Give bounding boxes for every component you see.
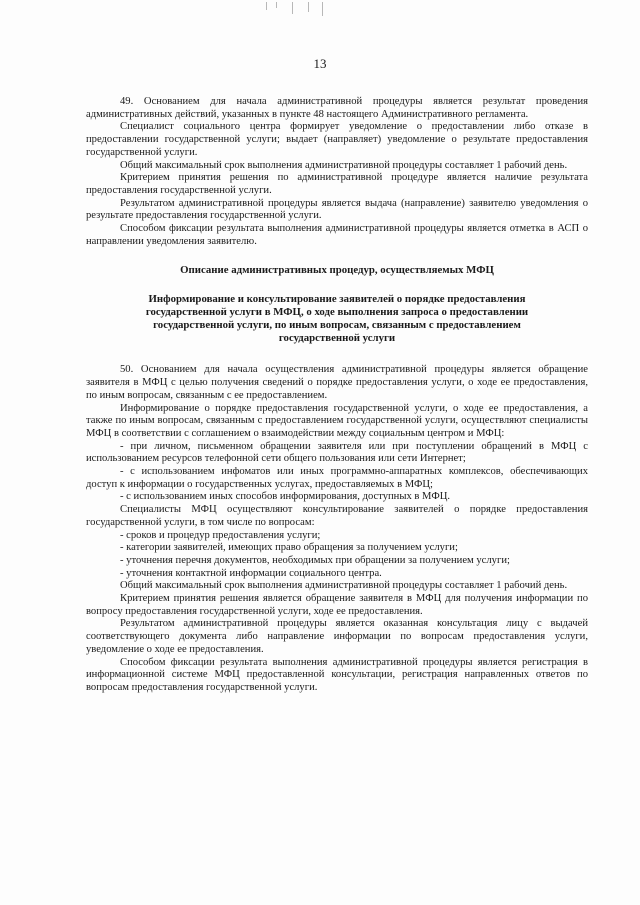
paragraph: Результатом административной процедуры является выдача (направление) заявителю уведомления о результате предоставления государственной услуги. (86, 197, 588, 222)
paragraph: Способом фиксации результата выполнения административной процедуры является отметка в АСП о направлении уведомления заявителю. (86, 223, 588, 247)
section-heading-mfc: Описание административных процедур, осуществляемых МФЦ (180, 264, 494, 277)
list-item: - категории заявителей, имеющих право обращения за получением услуги; (120, 542, 458, 554)
paragraph: Результатом административной процедуры является оказанная консультация лицу с выдачей соответствующего документа либо направление информации по вопросам предоставления услуги, уведомление о ходе ее предоставления. (86, 618, 588, 655)
list-item: - уточнения перечня документов, необходимых при обращении за получением услуги; (120, 554, 510, 566)
list-item: - с использованием инфоматов или иных программно-аппаратных комплексов, обеспечивающих доступ к информации о государственных услугах, предоставляемых в МФЦ; (86, 466, 588, 490)
scan-artifacts (262, 0, 332, 18)
paragraph: Специалист социального центра формирует уведомление о предоставлении либо отказе в предоставлении государственной услуги; выдает (направляет) уведомление о результате предоставления государственной услуги. (86, 121, 588, 158)
document-body (86, 96, 588, 695)
list-item: - при личном, письменном обращении заявителя или при поступлении обращений в МФЦ с использованием ресурсов телефонной сети общего пользования или сети Интернет; (86, 440, 588, 465)
list-item: - с использованием иных способов информирования, доступных в МФЦ. (120, 491, 451, 503)
paragraph-49: 49. Основанием для начала административной процедуры является результат проведения административных действий, указанных в пункте 48 настоящего Административного регламента. (86, 96, 588, 120)
paragraph: Общий максимальный срок выполнения административной процедуры составляет 1 рабочий день. (120, 159, 568, 171)
page-number: 13 (313, 56, 327, 71)
paragraph: Общий максимальный срок выполнения административной процедуры составляет 1 рабочий день. (120, 580, 568, 592)
paragraph: Способом фиксации результата выполнения административной процедуры является регистрация в информационной системе МФЦ предоставленной консультации, регистрация направленных ответов по вопросам предоставления государственной услуги. (86, 656, 588, 693)
paragraph-50: 50. Основанием для начала осуществления административной процедуры является обращение заявителя в МФЦ с целью получения сведений о порядке предоставления услуги, о ходе ее предоставления, по иным вопросам, связанным с ее предоставлением. (86, 364, 588, 401)
paragraph: Информирование о порядке предоставления государственной услуги, о ходе ее предоставления, а также по иным вопросам, связанным с предоставлением государственной услуги, осуществляют специалисты МФЦ в соответствии с соглашением о взаимодействии между социальным центром и МФЦ: (86, 402, 588, 439)
subsection-heading: Информирование и консультирование заявителей о порядке предоставления государственной услуги в МФЦ, о ходе выполнения запроса о предоставлении государственной услуги, по иным вопросам, связанным с предоставлением государственной услуги (145, 293, 529, 344)
paragraph: Критерием принятия решения по административной процедуре является наличие результата предоставления государственной услуги. (86, 172, 588, 196)
list-item: - сроков и процедур предоставления услуги; (120, 529, 321, 541)
list-item: - уточнения контактной информации социального центра. (120, 567, 382, 579)
paragraph: Специалисты МФЦ осуществляют консультирование заявителей о порядке предоставления государственной услуги, в том числе по вопросам: (86, 504, 588, 528)
paragraph: Критерием принятия решения является обращение заявителя в МФЦ для получения информации по вопросу предоставления государственной услуги, ходе ее предоставления. (86, 593, 588, 617)
